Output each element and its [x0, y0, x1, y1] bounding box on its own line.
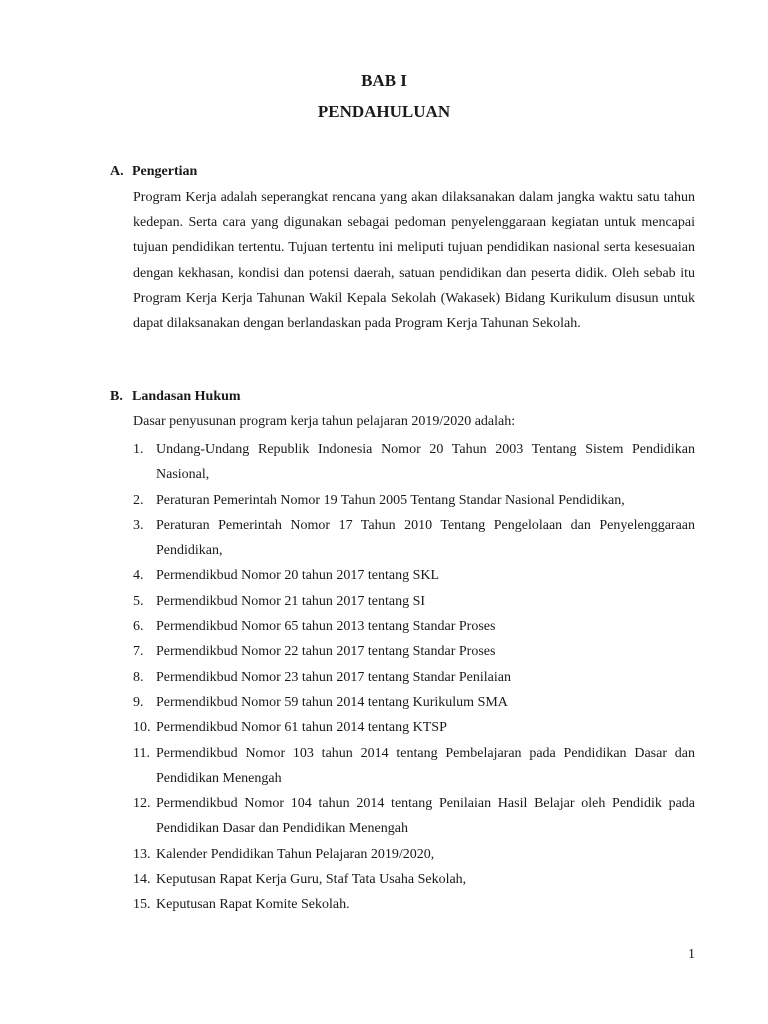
- list-item-text: Permendikbud Nomor 20 tahun 2017 tentang SKL: [156, 568, 440, 584]
- list-item: [133, 842, 695, 867]
- section-b-title: Landasan Hukum: [132, 389, 241, 404]
- list-item-number: 2.: [133, 492, 144, 508]
- list-item-text: Kalender Pendidikan Tahun Pelajaran 2019/2020,: [156, 846, 435, 862]
- list-item-number: 13.: [133, 846, 151, 862]
- section-b-letter: B.: [110, 389, 123, 404]
- list-item: [133, 488, 695, 513]
- list-item-text: Permendikbud Nomor 22 tahun 2017 tentang Standar Proses: [156, 644, 496, 660]
- list-item-text: Permendikbud Nomor 59 tahun 2014 tentang Kurikulum SMA: [156, 694, 508, 710]
- chapter-heading: BAB I: [361, 71, 407, 90]
- list-item: [133, 614, 695, 639]
- list-item: [133, 791, 695, 842]
- list-item-text: Keputusan Rapat Kerja Guru, Staf Tata Usaha Sekolah,: [156, 872, 467, 888]
- list-item: [133, 513, 695, 564]
- list-item-number: 11.: [133, 745, 150, 761]
- list-item: [133, 563, 695, 588]
- list-item: [133, 437, 695, 488]
- section-a-paragraph: Program Kerja adalah seperangkat rencana yang akan dilaksanakan dalam jangka waktu satu tahun kedepan. Serta cara yang digunakan sebagai pedoman penyelenggaraan kegiatan untuk mencapai tujuan pendidikan tertentu. Tujuan tertentu ini meliputi tujuan pendidikan nasional serta kesesuaian dengan kekhasan, kondisi dan potensi daerah, satuan pendidikan dan peserta didik. Oleh sebab itu Program Kerja Kerja Tahunan Wakil Kepala Sekolah (Wakasek) Bidang Kurikulum disusun untuk dapat dilaksanakan dengan berlandaskan pada Program Kerja Tahunan Sekolah.: [133, 190, 695, 332]
- list-item-number: 7.: [133, 644, 144, 660]
- list-item-text: Peraturan Pemerintah Nomor 19 Tahun 2005 Tentang Standar Nasional Pendidikan,: [156, 492, 625, 508]
- list-item: [133, 690, 695, 715]
- list-item: [133, 892, 695, 917]
- list-item-number: 4.: [133, 568, 144, 584]
- list-item: [133, 639, 695, 664]
- list-item: [133, 867, 695, 892]
- list-item-text: Permendikbud Nomor 23 tahun 2017 tentang Standar Penilaian: [156, 669, 511, 685]
- list-item-text: Permendikbud Nomor 21 tahun 2017 tentang SI: [156, 593, 426, 609]
- section-a-letter: A.: [110, 164, 124, 179]
- list-item: [133, 715, 695, 740]
- list-item-number: 10.: [133, 720, 151, 736]
- list-item-text: Permendikbud Nomor 104 tahun 2014 tentang Penilaian Hasil Belajar oleh Pendidik pada Pendidikan Dasar dan Pendidikan Menengah: [156, 796, 695, 837]
- list-item-text: Permendikbud Nomor 103 tahun 2014 tentang Pembelajaran pada Pendidikan Dasar dan Pendidikan Menengah: [156, 745, 695, 786]
- list-item-text: Permendikbud Nomor 65 tahun 2013 tentang Standar Proses: [156, 619, 496, 635]
- list-item-number: 12.: [133, 796, 151, 812]
- list-item: [133, 741, 695, 792]
- section-b-heading: [110, 388, 241, 406]
- list-item-number: 15.: [133, 897, 151, 913]
- list-item-number: 9.: [133, 694, 144, 710]
- list-item-number: 3.: [133, 517, 144, 533]
- list-item-text: Undang-Undang Republik Indonesia Nomor 20 Tahun 2003 Tentang Sistem Pendidikan Nasional,: [156, 442, 695, 483]
- list-item-number: 14.: [133, 872, 151, 888]
- list-item-text: Peraturan Pemerintah Nomor 17 Tahun 2010 Tentang Pengelolaan dan Penyelenggaraan Pendidikan,: [156, 517, 695, 559]
- list-item-text: Keputusan Rapat Komite Sekolah.: [156, 897, 350, 913]
- section-b-intro: Dasar penyusunan program kerja tahun pelajaran 2019/2020 adalah:: [133, 414, 516, 429]
- list-item-number: 8.: [133, 669, 144, 685]
- section-a-title: Pengertian: [132, 164, 198, 179]
- page-number: 1: [688, 947, 695, 962]
- legal-basis-list: [133, 437, 695, 918]
- list-item: [133, 589, 695, 614]
- list-item-number: 5.: [133, 593, 144, 609]
- list-item-text: Permendikbud Nomor 61 tahun 2014 tentang KTSP: [156, 720, 447, 736]
- list-item-number: 1.: [133, 442, 144, 457]
- section-a-heading: [110, 163, 197, 181]
- list-item: [133, 665, 695, 690]
- list-item-number: 6.: [133, 619, 144, 635]
- chapter-title: PENDAHULUAN: [317, 102, 451, 121]
